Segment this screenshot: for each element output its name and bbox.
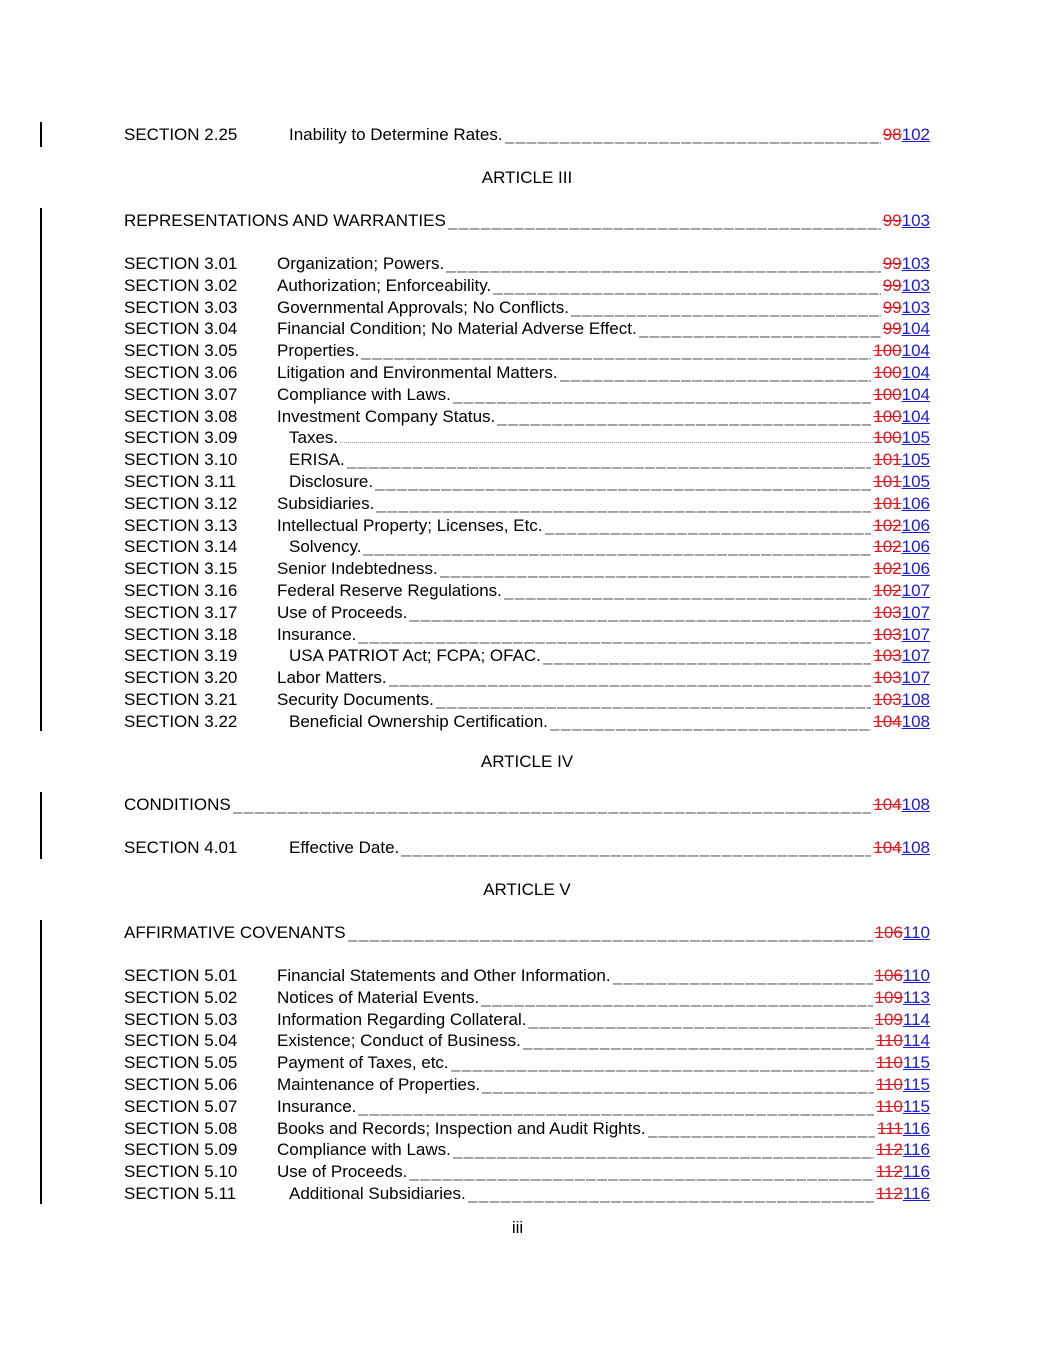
deleted-page-number: 100 bbox=[873, 428, 902, 448]
deleted-page-number: 103 bbox=[873, 690, 902, 709]
leader bbox=[448, 210, 881, 232]
deleted-page-number: 99 bbox=[882, 275, 902, 295]
section-title: Insurance. bbox=[277, 1096, 357, 1116]
section-title: Solvency. bbox=[289, 537, 362, 557]
toc-entry bbox=[124, 1139, 930, 1161]
leader bbox=[375, 471, 871, 493]
section-title: Intellectual Property; Licenses, Etc. bbox=[277, 515, 543, 535]
section-number: SECTION 5.06 bbox=[124, 1075, 238, 1094]
inserted-page-number[interactable]: 108 bbox=[901, 690, 930, 709]
leader bbox=[453, 384, 871, 406]
section-title: ERISA. bbox=[289, 450, 345, 470]
toc-entry bbox=[124, 515, 930, 537]
deleted-page-number: 100 bbox=[873, 341, 902, 361]
leader bbox=[436, 689, 871, 711]
section-number: SECTION 3.03 bbox=[124, 297, 238, 317]
leader bbox=[545, 515, 872, 537]
inserted-page-number[interactable]: 116 bbox=[902, 1162, 930, 1182]
toc-entry bbox=[124, 837, 930, 859]
toc-entry bbox=[124, 667, 930, 689]
deleted-page-number: 103 bbox=[873, 624, 902, 644]
deleted-page-number: 100 bbox=[873, 384, 902, 404]
section-title: Payment of Taxes, etc. bbox=[277, 1053, 449, 1073]
section-number: SECTION 5.08 bbox=[124, 1118, 238, 1138]
section-number: SECTION 5.11 bbox=[124, 1184, 237, 1203]
article-title-entry bbox=[124, 794, 930, 816]
inserted-page-number[interactable]: 116 bbox=[902, 1140, 930, 1160]
section-title: Financial Statements and Other Information. bbox=[277, 966, 611, 985]
inserted-page-number[interactable]: 107 bbox=[901, 602, 930, 622]
section-number: SECTION 3.20 bbox=[124, 668, 238, 688]
section-number: SECTION 3.18 bbox=[124, 624, 238, 644]
leader bbox=[348, 922, 873, 944]
inserted-page-number[interactable]: 107 bbox=[901, 668, 930, 688]
deleted-page-number: 102 bbox=[873, 581, 902, 600]
inserted-page-number[interactable]: 105 bbox=[901, 450, 930, 470]
toc-entry bbox=[124, 1118, 930, 1140]
section-number: SECTION 3.17 bbox=[124, 602, 238, 622]
inserted-page-number[interactable]: 106 bbox=[901, 493, 930, 513]
inserted-page-number[interactable]: 110 bbox=[902, 923, 930, 942]
section-number: SECTION 5.03 bbox=[124, 1009, 238, 1029]
section-number: SECTION 3.06 bbox=[124, 363, 238, 382]
article-title: CONDITIONS bbox=[124, 795, 231, 814]
section-number: SECTION 5.04 bbox=[124, 1031, 238, 1051]
toc-entry bbox=[124, 1052, 930, 1074]
toc-entry bbox=[124, 471, 930, 493]
section-title: Federal Reserve Regulations. bbox=[277, 581, 502, 600]
section-title: Disclosure. bbox=[289, 472, 374, 491]
deleted-page-number: 109 bbox=[874, 1009, 903, 1029]
toc-entry bbox=[124, 987, 930, 1009]
toc-entry bbox=[124, 253, 930, 275]
toc-entry bbox=[124, 1030, 930, 1052]
leader bbox=[523, 1030, 874, 1052]
section-number: SECTION 3.01 bbox=[124, 254, 238, 273]
deleted-page-number: 110 bbox=[875, 1031, 903, 1051]
inserted-page-number[interactable]: 115 bbox=[902, 1053, 930, 1073]
inserted-page-number[interactable]: 115 bbox=[902, 1096, 930, 1116]
section-number: SECTION 3.16 bbox=[124, 581, 238, 600]
leader bbox=[347, 449, 872, 471]
section-number: SECTION 5.01 bbox=[124, 966, 238, 985]
article-title-entry bbox=[124, 210, 930, 232]
deleted-page-number: 110 bbox=[875, 1075, 903, 1094]
section-title: Compliance with Laws. bbox=[277, 1140, 451, 1160]
article-heading: ARTICLE IV bbox=[480, 752, 574, 771]
leader bbox=[363, 536, 871, 558]
inserted-page-number[interactable]: 104 bbox=[901, 363, 930, 382]
deleted-page-number: 103 bbox=[873, 668, 902, 688]
deleted-page-number: 112 bbox=[875, 1140, 903, 1160]
article-title-entry bbox=[124, 922, 930, 944]
section-title: Use of Proceeds. bbox=[277, 602, 408, 622]
toc-entry bbox=[124, 318, 930, 340]
article-title: REPRESENTATIONS AND WARRANTIES bbox=[124, 211, 446, 230]
article-heading: ARTICLE III bbox=[481, 168, 573, 187]
deleted-page-number: 99 bbox=[882, 297, 902, 317]
section-number: SECTION 3.21 bbox=[124, 690, 238, 709]
inserted-page-number[interactable]: 108 bbox=[901, 795, 930, 814]
inserted-page-number[interactable]: 114 bbox=[902, 1009, 930, 1029]
toc-entry bbox=[124, 645, 930, 667]
toc-entry bbox=[124, 580, 930, 602]
inserted-page-number[interactable]: 105 bbox=[901, 472, 930, 491]
toc-entry bbox=[124, 1183, 930, 1205]
inserted-page-number[interactable]: 104 bbox=[901, 319, 930, 339]
section-number: SECTION 5.10 bbox=[124, 1162, 238, 1182]
inserted-page-number[interactable]: 102 bbox=[901, 125, 930, 144]
inserted-page-number[interactable]: 115 bbox=[902, 1075, 930, 1094]
section-title: Existence; Conduct of Business. bbox=[277, 1031, 521, 1051]
toc-entry bbox=[124, 1009, 930, 1031]
section-title: Insurance. bbox=[277, 624, 357, 644]
leader bbox=[409, 602, 871, 624]
section-title: Investment Company Status. bbox=[277, 406, 496, 426]
leader bbox=[401, 837, 871, 859]
section-title: Effective Date. bbox=[289, 838, 400, 857]
toc-entry bbox=[124, 427, 930, 449]
toc-entry bbox=[124, 711, 930, 733]
section-title: Compliance with Laws. bbox=[277, 384, 451, 404]
leader bbox=[376, 493, 871, 515]
inserted-page-number[interactable]: 113 bbox=[902, 987, 930, 1007]
deleted-page-number: 110 bbox=[875, 1096, 903, 1116]
deleted-page-number: 100 bbox=[873, 363, 902, 382]
section-number: SECTION 5.09 bbox=[124, 1140, 238, 1160]
article-title: AFFIRMATIVE COVENANTS bbox=[124, 923, 346, 942]
toc-entry bbox=[124, 1074, 930, 1096]
section-title: Labor Matters. bbox=[277, 668, 387, 688]
inserted-page-number[interactable]: 103 bbox=[901, 275, 930, 295]
section-title: Litigation and Environmental Matters. bbox=[277, 363, 558, 382]
change-bar bbox=[40, 792, 42, 859]
leader bbox=[497, 406, 871, 428]
section-number: SECTION 3.05 bbox=[124, 341, 238, 361]
deleted-page-number: 106 bbox=[874, 923, 903, 942]
leader bbox=[451, 1052, 874, 1074]
deleted-page-number: 104 bbox=[873, 838, 902, 857]
leader bbox=[340, 428, 871, 443]
section-title: Books and Records; Inspection and Audit Rights. bbox=[277, 1118, 646, 1138]
section-title: Inability to Determine Rates. bbox=[289, 125, 503, 144]
inserted-page-number[interactable]: 116 bbox=[902, 1118, 930, 1138]
toc-entry bbox=[124, 124, 930, 146]
inserted-page-number[interactable]: 103 bbox=[901, 254, 930, 273]
leader bbox=[440, 558, 872, 580]
deleted-page-number: 100 bbox=[873, 406, 902, 426]
toc-entry bbox=[124, 449, 930, 471]
section-title: Notices of Material Events. bbox=[277, 987, 480, 1007]
leader bbox=[639, 318, 881, 340]
page-number: iii bbox=[511, 1218, 524, 1237]
inserted-page-number[interactable]: 103 bbox=[901, 211, 930, 230]
change-bar bbox=[40, 122, 42, 147]
section-title: Security Documents. bbox=[277, 690, 434, 709]
deleted-page-number: 110 bbox=[875, 1053, 903, 1073]
section-number: SECTION 3.09 bbox=[124, 428, 238, 448]
toc-entry bbox=[124, 297, 930, 319]
deleted-page-number: 104 bbox=[873, 711, 902, 731]
deleted-page-number: 106 bbox=[874, 966, 903, 985]
inserted-page-number[interactable]: 116 bbox=[902, 1184, 930, 1203]
section-title: Financial Condition; No Material Adverse Effect. bbox=[277, 319, 637, 339]
leader bbox=[571, 297, 881, 319]
leader bbox=[358, 624, 871, 646]
deleted-page-number: 102 bbox=[873, 559, 902, 579]
section-number: SECTION 5.07 bbox=[124, 1096, 238, 1116]
section-number: SECTION 5.05 bbox=[124, 1053, 238, 1073]
leader bbox=[358, 1096, 873, 1118]
section-number: SECTION 4.01 bbox=[124, 838, 238, 857]
leader bbox=[481, 987, 872, 1009]
deleted-page-number: 102 bbox=[873, 537, 902, 557]
inserted-page-number[interactable]: 108 bbox=[901, 711, 930, 731]
leader bbox=[528, 1009, 872, 1031]
inserted-page-number[interactable]: 108 bbox=[901, 838, 930, 857]
deleted-page-number: 103 bbox=[873, 602, 902, 622]
section-number: SECTION 3.13 bbox=[124, 515, 238, 535]
section-number: SECTION 3.12 bbox=[124, 493, 238, 513]
toc-entry bbox=[124, 275, 930, 297]
leader bbox=[550, 711, 871, 733]
section-title: Subsidiaries. bbox=[277, 493, 375, 513]
inserted-page-number[interactable]: 105 bbox=[901, 428, 930, 448]
section-number: SECTION 3.07 bbox=[124, 384, 238, 404]
deleted-page-number: 104 bbox=[873, 795, 902, 814]
deleted-page-number: 112 bbox=[875, 1184, 903, 1203]
leader bbox=[468, 1183, 874, 1205]
section-title: Use of Proceeds. bbox=[277, 1162, 408, 1182]
inserted-page-number[interactable]: 104 bbox=[901, 384, 930, 404]
deleted-page-number: 112 bbox=[875, 1162, 903, 1182]
section-number: SECTION 3.04 bbox=[124, 319, 238, 339]
inserted-page-number[interactable]: 114 bbox=[902, 1031, 930, 1051]
inserted-page-number[interactable]: 107 bbox=[901, 624, 930, 644]
toc-entry bbox=[124, 1096, 930, 1118]
section-number: SECTION 3.11 bbox=[124, 472, 237, 491]
section-title: USA PATRIOT Act; FCPA; OFAC. bbox=[289, 646, 541, 666]
toc-entry bbox=[124, 406, 930, 428]
leader bbox=[493, 275, 881, 297]
section-title: Organization; Powers. bbox=[277, 254, 445, 273]
section-number: SECTION 3.19 bbox=[124, 646, 238, 666]
deleted-page-number: 101 bbox=[873, 450, 902, 470]
section-title: Authorization; Enforceability. bbox=[277, 275, 492, 295]
deleted-page-number: 101 bbox=[873, 472, 902, 491]
deleted-page-number: 103 bbox=[873, 646, 902, 666]
deleted-page-number: 101 bbox=[873, 493, 902, 513]
inserted-page-number[interactable]: 110 bbox=[902, 966, 930, 985]
section-number: SECTION 3.02 bbox=[124, 275, 238, 295]
leader bbox=[233, 794, 872, 816]
section-title: Maintenance of Properties. bbox=[277, 1075, 481, 1094]
leader bbox=[361, 340, 871, 362]
section-title: Beneficial Ownership Certification. bbox=[289, 711, 548, 731]
leader bbox=[482, 1074, 874, 1096]
toc-entry bbox=[124, 624, 930, 646]
section-title: Senior Indebtedness. bbox=[277, 559, 438, 579]
deleted-page-number: 99 bbox=[882, 319, 902, 339]
inserted-page-number[interactable]: 104 bbox=[901, 406, 930, 426]
section-number: SECTION 3.15 bbox=[124, 559, 238, 579]
toc-entry bbox=[124, 602, 930, 624]
section-title: Taxes. bbox=[289, 428, 339, 448]
section-title: Additional Subsidiaries. bbox=[289, 1184, 466, 1203]
leader bbox=[504, 580, 871, 602]
deleted-page-number: 98 bbox=[882, 125, 902, 144]
change-bar bbox=[40, 920, 42, 1204]
inserted-page-number[interactable]: 104 bbox=[901, 341, 930, 361]
inserted-page-number[interactable]: 107 bbox=[901, 646, 930, 666]
deleted-page-number: 111 bbox=[877, 1118, 903, 1138]
toc-entry bbox=[124, 493, 930, 515]
toc-entry bbox=[124, 689, 930, 711]
toc-entry bbox=[124, 340, 930, 362]
deleted-page-number: 102 bbox=[873, 515, 902, 535]
deleted-page-number: 109 bbox=[874, 987, 903, 1007]
change-bar bbox=[40, 208, 42, 731]
inserted-page-number[interactable]: 106 bbox=[901, 537, 930, 557]
deleted-page-number: 99 bbox=[882, 211, 902, 230]
article-heading: ARTICLE V bbox=[483, 880, 571, 899]
section-number: SECTION 3.10 bbox=[124, 450, 238, 470]
leader bbox=[446, 253, 880, 275]
section-title: Information Regarding Collateral. bbox=[277, 1009, 527, 1029]
toc-entry bbox=[124, 384, 930, 406]
leader bbox=[409, 1161, 873, 1183]
deleted-page-number: 99 bbox=[882, 254, 902, 273]
leader bbox=[648, 1118, 875, 1140]
section-title: Properties. bbox=[277, 341, 360, 361]
leader bbox=[560, 362, 872, 384]
leader bbox=[505, 124, 881, 146]
section-title: Governmental Approvals; No Conflicts. bbox=[277, 297, 569, 317]
inserted-page-number[interactable]: 106 bbox=[901, 559, 930, 579]
section-number: SECTION 5.02 bbox=[124, 987, 238, 1007]
leader bbox=[613, 965, 873, 987]
toc-entry bbox=[124, 1161, 930, 1183]
leader bbox=[453, 1139, 874, 1161]
leader bbox=[543, 645, 871, 667]
inserted-page-number[interactable]: 107 bbox=[901, 581, 930, 600]
toc-entry bbox=[124, 362, 930, 384]
toc-entry bbox=[124, 536, 930, 558]
section-number: SECTION 3.22 bbox=[124, 711, 238, 731]
inserted-page-number[interactable]: 103 bbox=[901, 297, 930, 317]
section-number: SECTION 3.08 bbox=[124, 406, 238, 426]
toc-entry bbox=[124, 965, 930, 987]
leader bbox=[389, 667, 872, 689]
toc-entry bbox=[124, 558, 930, 580]
inserted-page-number[interactable]: 106 bbox=[901, 515, 930, 535]
section-number: SECTION 2.25 bbox=[124, 125, 238, 144]
section-number: SECTION 3.14 bbox=[124, 537, 238, 557]
